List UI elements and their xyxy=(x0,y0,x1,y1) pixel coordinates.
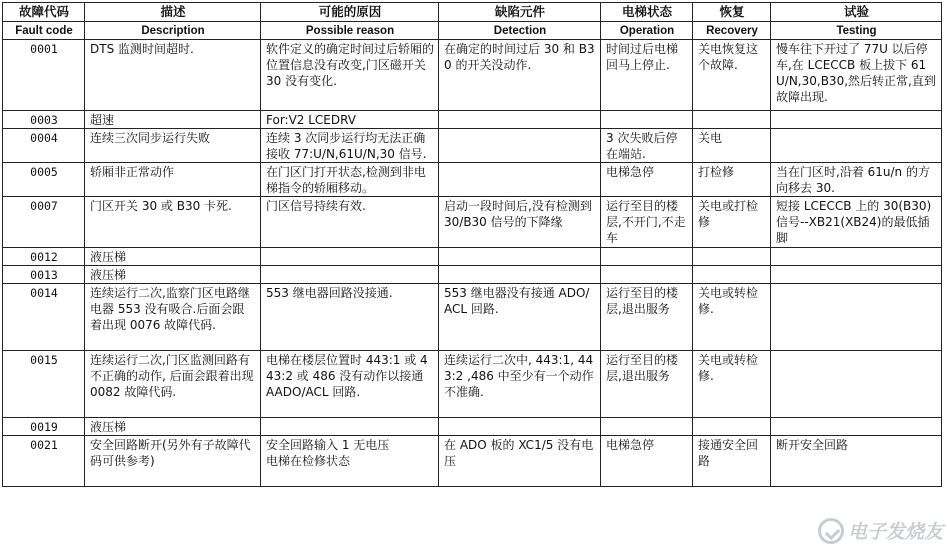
cell-operation xyxy=(601,266,693,284)
cell-recovery: 打检修 xyxy=(693,163,771,197)
table-row xyxy=(3,248,942,266)
header-row-en xyxy=(3,22,942,40)
header-row-cn xyxy=(3,3,942,22)
header-description-en: Description xyxy=(85,22,261,40)
cell-testing: 慢车往下开过了 77U 以后停车,在 LCECCB 板上拔下 61U/N,30,B30,然后转正常,直到故障出现. xyxy=(771,40,942,111)
cell-recovery: 关电恢复这个故障. xyxy=(693,40,771,111)
cell-reason: 安全回路输入 1 无电压 电梯在检修状态 xyxy=(261,436,439,487)
cell-recovery: 关电或打检修 xyxy=(693,197,771,248)
cell-recovery xyxy=(693,418,771,436)
header-possible-reason-cn: 可能的原因 xyxy=(261,3,439,22)
header-recovery-cn: 恢复 xyxy=(693,3,771,22)
cell-code: 0014 xyxy=(3,284,85,351)
cell-testing: 当在门区时,沿着 61u/n 的方向移去 30. xyxy=(771,163,942,197)
cell-description: 门区开关 30 或 B30 卡死. xyxy=(85,197,261,248)
cell-code: 0012 xyxy=(3,248,85,266)
cell-code: 0015 xyxy=(3,351,85,418)
table-row xyxy=(3,111,942,129)
header-possible-reason-en: Possible reason xyxy=(261,22,439,40)
table-row xyxy=(3,436,942,487)
fault-code-table-container xyxy=(2,2,941,532)
cell-code: 0003 xyxy=(3,111,85,129)
fault-code-table xyxy=(2,2,942,487)
cell-description: DTS 监测时间超时. xyxy=(85,40,261,111)
cell-testing xyxy=(771,351,942,418)
cell-operation: 3 次失败后停在端站. xyxy=(601,129,693,163)
cell-operation xyxy=(601,248,693,266)
table-row xyxy=(3,351,942,418)
cell-operation: 时间过后电梯回马上停止. xyxy=(601,40,693,111)
cell-reason: 在门区门打开状态,检测到非电梯指令的轿厢移动。 xyxy=(261,163,439,197)
cell-recovery xyxy=(693,248,771,266)
cell-testing xyxy=(771,266,942,284)
cell-code: 0007 xyxy=(3,197,85,248)
cell-operation: 运行至目的楼层,退出服务 xyxy=(601,351,693,418)
table-row xyxy=(3,163,942,197)
header-detection-en: Detection xyxy=(439,22,601,40)
header-operation-cn: 电梯状态 xyxy=(601,3,693,22)
cell-description: 连续运行二次,监察门区电路继电器 553 没有吸合.后面会跟着出现 0076 故障代码. xyxy=(85,284,261,351)
cell-recovery xyxy=(693,266,771,284)
cell-operation xyxy=(601,111,693,129)
cell-testing xyxy=(771,129,942,163)
cell-description: 超速 xyxy=(85,111,261,129)
table-row xyxy=(3,284,942,351)
cell-code: 0005 xyxy=(3,163,85,197)
cell-recovery: 接通安全回路 xyxy=(693,436,771,487)
cell-reason xyxy=(261,266,439,284)
cell-detection xyxy=(439,111,601,129)
cell-recovery xyxy=(693,111,771,129)
cell-operation xyxy=(601,418,693,436)
cell-testing xyxy=(771,111,942,129)
cell-detection: 启动一段时间后,没有检测到 30/B30 信号的下降缘 xyxy=(439,197,601,248)
cell-description: 连续运行二次,门区监测回路有不正确的动作, 后面会跟着出现 0082 故障代码. xyxy=(85,351,261,418)
cell-reason: 软件定义的确定时间过后轿厢的位置信息没有改变,门区磁开关 30 没有变化. xyxy=(261,40,439,111)
cell-operation: 电梯急停 xyxy=(601,163,693,197)
cell-code: 0021 xyxy=(3,436,85,487)
cell-reason: 电梯在楼层位置时 443:1 或 443:2 或 486 没有动作以接通 AADO/ACL 回路. xyxy=(261,351,439,418)
cell-reason: 连续 3 次同步运行均无法正确接收 77:U/N,61U/N,30 信号. xyxy=(261,129,439,163)
watermark-text: 电子发烧友 xyxy=(847,521,943,543)
header-recovery-en: Recovery xyxy=(693,22,771,40)
cell-detection xyxy=(439,266,601,284)
cell-testing: 短接 LCECCB 上的 30(B30)信号--XB21(XB24)的最低插脚 xyxy=(771,197,942,248)
cell-reason xyxy=(261,248,439,266)
cell-testing xyxy=(771,284,942,351)
cell-testing xyxy=(771,418,942,436)
header-fault-code-cn: 故障代码 xyxy=(3,3,85,22)
cell-operation: 运行至目的楼层,退出服务 xyxy=(601,284,693,351)
cell-reason: 门区信号持续有效. xyxy=(261,197,439,248)
header-detection-cn: 缺陷元件 xyxy=(439,3,601,22)
cell-detection xyxy=(439,163,601,197)
cell-recovery: 关电或转检修. xyxy=(693,284,771,351)
header-testing-cn: 试验 xyxy=(771,3,942,22)
cell-reason xyxy=(261,418,439,436)
table-row xyxy=(3,129,942,163)
cell-description: 液压梯 xyxy=(85,248,261,266)
cell-reason: 553 继电器回路没接通. xyxy=(261,284,439,351)
cell-detection: 553 继电器没有接通 ADO/ACL 回路. xyxy=(439,284,601,351)
cell-detection xyxy=(439,248,601,266)
cell-description: 液压梯 xyxy=(85,266,261,284)
cell-code: 0001 xyxy=(3,40,85,111)
cell-description: 安全回路断开(另外有子故障代码可供参考) xyxy=(85,436,261,487)
header-description-cn: 描述 xyxy=(85,3,261,22)
cell-operation: 运行至目的楼层,不开门,不走车 xyxy=(601,197,693,248)
fault-code-table-body xyxy=(3,40,942,487)
cell-reason: For:V2 LCEDRV xyxy=(261,111,439,129)
cell-testing: 断开安全回路 xyxy=(771,436,942,487)
cell-description: 连续三次同步运行失败 xyxy=(85,129,261,163)
cell-detection xyxy=(439,418,601,436)
header-testing-en: Testing xyxy=(771,22,942,40)
cell-operation: 电梯急停 xyxy=(601,436,693,487)
cell-code: 0019 xyxy=(3,418,85,436)
table-row xyxy=(3,418,942,436)
header-fault-code-en: Fault code xyxy=(3,22,85,40)
cell-description: 轿厢非正常动作 xyxy=(85,163,261,197)
cell-detection: 连续运行二次中, 443:1, 443:2 ,486 中至少有一个动作不准确. xyxy=(439,351,601,418)
cell-detection xyxy=(439,129,601,163)
cell-description: 液压梯 xyxy=(85,418,261,436)
table-row xyxy=(3,197,942,248)
table-row xyxy=(3,266,942,284)
cell-recovery: 关电 xyxy=(693,129,771,163)
header-operation-en: Operation xyxy=(601,22,693,40)
cell-code: 0013 xyxy=(3,266,85,284)
cell-detection: 在 ADO 板的 XC1/5 没有电压 xyxy=(439,436,601,487)
cell-testing xyxy=(771,248,942,266)
cell-code: 0004 xyxy=(3,129,85,163)
cell-recovery: 关电或转检修. xyxy=(693,351,771,418)
cell-detection: 在确定的时间过后 30 和 B30 的开关没动作. xyxy=(439,40,601,111)
table-row xyxy=(3,40,942,111)
